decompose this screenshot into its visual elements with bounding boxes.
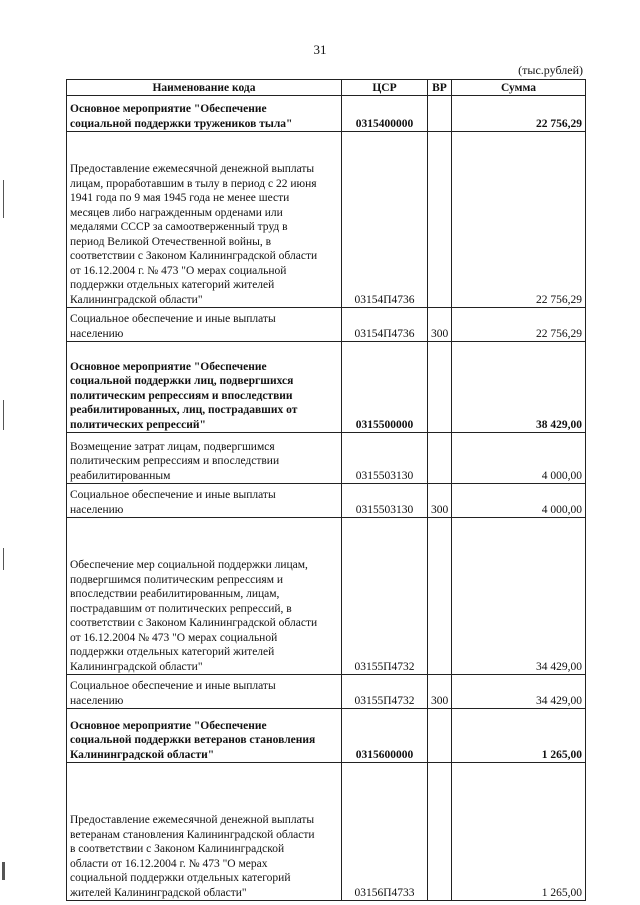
table-row	[67, 518, 586, 675]
cell-vr	[428, 342, 452, 433]
cell-vr	[428, 433, 452, 484]
cell-csr: 03154П4736	[342, 308, 428, 342]
cell-sum: 1 265,00	[452, 763, 586, 901]
cell-name: Предоставление ежемесячной денежной выплаты лицам, проработавшим в тылу в период с 22 июня 1941 года по 9 мая 1945 года не менее шести месяцев либо награжденным орденами или медалями СССР за самоотверженный труд в период Великой Отечественной войны, в соответствии с Законом Калининградской области от 16.12.2004 г. № 473 "О мерах социальной поддержки отдельных категорий жителей Калининградской области"	[67, 132, 342, 308]
cell-vr	[428, 96, 452, 132]
cell-csr: 03156П4733	[342, 763, 428, 901]
cell-csr: 03155П4732	[342, 675, 428, 709]
header-sum: Сумма	[452, 80, 586, 96]
cell-name: Социальное обеспечение и иные выплаты населению	[67, 675, 342, 709]
cell-csr: 03155П4732	[342, 518, 428, 675]
table-row	[67, 675, 586, 709]
header-csr: ЦСР	[342, 80, 428, 96]
cell-sum: 1 265,00	[452, 709, 586, 763]
cell-vr	[428, 709, 452, 763]
cell-name: Обеспечение мер социальной поддержки лицам, подвергшимся политическим репрессиям и впоследствии реабилитированным, лицам, пострадавшим от политических репрессий, в соответствии с Законом Калининградской области от 16.12.2004 № 473 "О мерах социальной поддержки отдельных категорий жителей Калининградской области"	[67, 518, 342, 675]
table-body	[67, 96, 586, 901]
cell-csr: 03154П4736	[342, 132, 428, 308]
cell-csr: 0315600000	[342, 709, 428, 763]
table-header-row	[67, 80, 586, 96]
cell-sum: 4 000,00	[452, 433, 586, 484]
cell-csr: 0315503130	[342, 433, 428, 484]
table-row-main-measure	[67, 342, 586, 433]
cell-vr	[428, 132, 452, 308]
cell-sum: 4 000,00	[452, 484, 586, 518]
cell-vr: 300	[428, 675, 452, 709]
cell-name: Основное мероприятие "Обеспечение социальной поддержки ветеранов становления Калининградской области"	[67, 709, 342, 763]
table-row	[67, 132, 586, 308]
table-row	[67, 763, 586, 901]
cell-sum: 38 429,00	[452, 342, 586, 433]
margin-mark	[2, 862, 5, 880]
cell-sum: 22 756,29	[452, 96, 586, 132]
table-row	[67, 308, 586, 342]
table-row	[67, 433, 586, 484]
header-name: Наименование кода	[67, 80, 342, 96]
cell-name: Основное мероприятие "Обеспечение социальной поддержки тружеников тыла"	[67, 96, 342, 132]
margin-mark	[3, 400, 4, 430]
cell-vr: 300	[428, 308, 452, 342]
page-number: 31	[313, 42, 327, 57]
cell-vr	[428, 763, 452, 901]
cell-csr: 0315500000	[342, 342, 428, 433]
cell-csr: 0315503130	[342, 484, 428, 518]
header-vr: ВР	[428, 80, 452, 96]
cell-name: Социальное обеспечение и иные выплаты населению	[67, 308, 342, 342]
cell-sum: 22 756,29	[452, 308, 586, 342]
margin-mark	[3, 180, 4, 218]
cell-sum: 34 429,00	[452, 518, 586, 675]
table-row	[67, 484, 586, 518]
cell-name: Основное мероприятие "Обеспечение социальной поддержки лиц, подвергшихся политическим репрессиям и впоследствии реабилитированных, лиц, пострадавших от политических репрессий"	[67, 342, 342, 433]
units-note: (тыс.рублей)	[518, 63, 583, 77]
cell-sum: 22 756,29	[452, 132, 586, 308]
budget-table	[66, 79, 586, 901]
margin-mark	[3, 548, 4, 570]
cell-sum: 34 429,00	[452, 675, 586, 709]
cell-vr	[428, 518, 452, 675]
cell-vr: 300	[428, 484, 452, 518]
table-row-main-measure	[67, 96, 586, 132]
table-row-main-measure	[67, 709, 586, 763]
cell-name: Социальное обеспечение и иные выплаты населению	[67, 484, 342, 518]
cell-csr: 0315400000	[342, 96, 428, 132]
cell-name: Предоставление ежемесячной денежной выплаты ветеранам становления Калининградской области в соответствии с Законом Калининградской области от 16.12.2004 г. № 473 "О мерах социальной поддержки отдельных категорий жителей Калининградской области"	[67, 763, 342, 901]
cell-name: Возмещение затрат лицам, подвергшимся политическим репрессиям и впоследствии реабилитированным	[67, 433, 342, 484]
